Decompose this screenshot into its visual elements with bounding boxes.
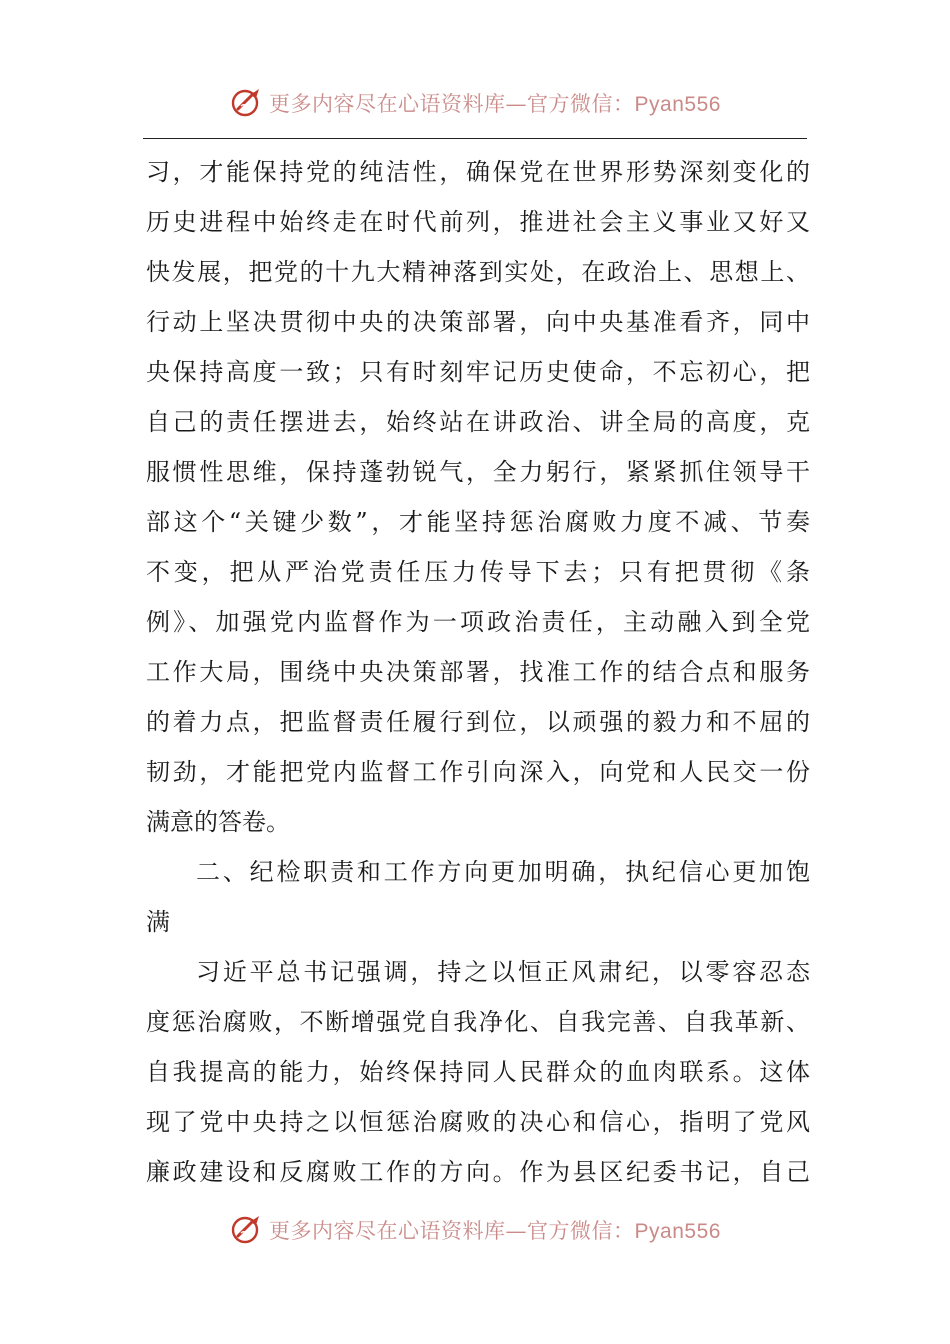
body-line: 的着力点，把监督责任履行到位，以顽强的毅力和不屈的: [146, 708, 810, 736]
header-divider: [143, 138, 807, 139]
body-line: 服惯性思维，保持蓬勃锐气，全力躬行，紧紧抓住领导干: [146, 458, 810, 486]
body-line: 央保持高度一致；只有时刻牢记历史使命，不忘初心，把: [146, 358, 810, 386]
body-line: 自我提高的能力，始终保持同人民群众的血肉联系。这体: [146, 1058, 810, 1086]
body-line: 快发展，把党的十九大精神落到实处，在政治上、思想上、: [146, 258, 810, 286]
body-line: 韧劲，才能把党内监督工作引向深入，向党和人民交一份: [146, 758, 810, 786]
body-line: 自己的责任摆进去，始终站在讲政治、讲全局的高度，克: [146, 408, 810, 436]
document-body: [146, 147, 810, 1197]
brush-logo-icon: [229, 85, 265, 121]
body-line: 廉政建设和反腐败工作的方向。作为县区纪委书记，自己: [146, 1158, 810, 1186]
body-line: 满: [146, 908, 170, 936]
footer-banner-text: 更多内容尽在心语资料库—官方微信：Pyan556: [269, 1219, 721, 1243]
body-line: 工作大局，围绕中央决策部署，找准工作的结合点和服务: [146, 658, 810, 686]
footer-banner: [0, 1210, 950, 1250]
body-line: 部这个“关键少数”，才能坚持惩治腐败力度不减、节奏: [146, 508, 810, 536]
header-wechat-id: Pyan556: [634, 93, 721, 116]
header-banner: [0, 83, 950, 123]
body-line: 习，才能保持党的纯洁性，确保党在世界形势深刻变化的: [146, 158, 810, 186]
body-line: 二、纪检职责和工作方向更加明确，执纪信心更加饱: [196, 858, 810, 886]
body-line: 历史进程中始终走在时代前列，推进社会主义事业又好又: [146, 208, 810, 236]
body-line: 行动上坚决贯彻中央的决策部署，向中央基准看齐，同中: [146, 308, 810, 336]
footer-wechat-id: Pyan556: [634, 1220, 721, 1243]
body-line: 不变，把从严治党责任压力传导下去；只有把贯彻《条: [146, 558, 810, 586]
header-banner-text: 更多内容尽在心语资料库—官方微信：Pyan556: [269, 92, 721, 116]
body-line: 现了党中央持之以恒惩治腐败的决心和信心，指明了党风: [146, 1108, 810, 1136]
body-line: 习近平总书记强调，持之以恒正风肃纪，以零容忍态: [196, 958, 810, 986]
body-line: 度惩治腐败，不断增强党自我净化、自我完善、自我革新、: [146, 1008, 810, 1036]
body-line: 满意的答卷。: [146, 808, 290, 836]
brush-logo-icon: [229, 1212, 265, 1248]
body-line: 例》、加强党内监督作为一项政治责任，主动融入到全党: [146, 608, 810, 636]
